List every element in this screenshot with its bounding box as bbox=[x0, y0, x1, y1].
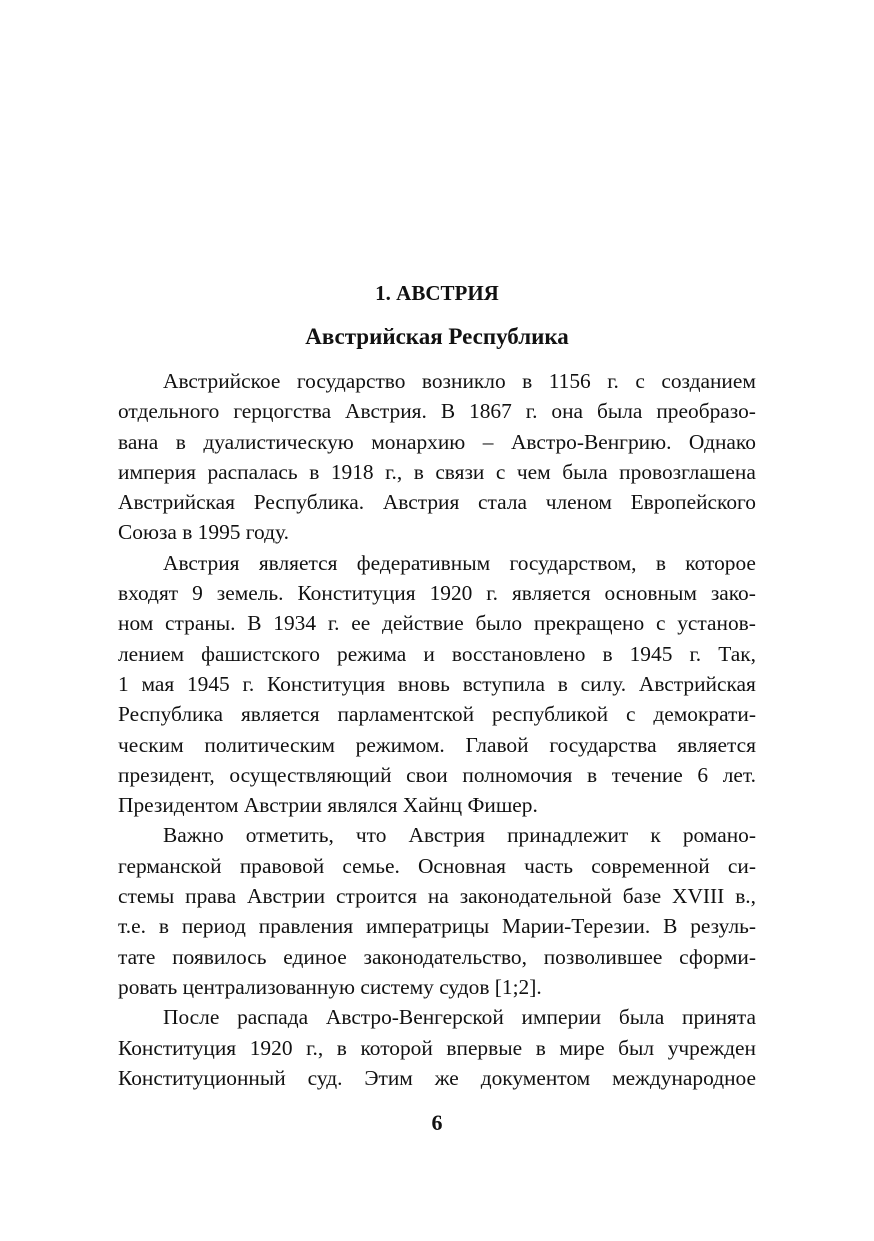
text-line: лением фашистского режима и восстановлено в 1945 г. Так, bbox=[118, 641, 756, 666]
text-line: ческим политическим режимом. Главой государства является bbox=[118, 732, 756, 757]
text-line: Австрийская Республика. Австрия стала членом Европейского bbox=[118, 490, 756, 515]
text-line: Австрия является федеративным государством, в которое bbox=[163, 550, 756, 575]
text-line: Австрийское государство возникло в 1156 г. с созданием bbox=[163, 369, 756, 393]
text-line: Республика является парламентской республикой с демократи- bbox=[118, 702, 756, 727]
body-text bbox=[118, 366, 756, 1093]
text-line: Конституционный суд. Этим же документом международное bbox=[118, 1065, 756, 1090]
text-line: отдельного герцогства Австрия. В 1867 г. она была преобразо- bbox=[118, 399, 756, 424]
text-line: После распада Австро-Венгерской империи была принята bbox=[163, 1005, 756, 1030]
page-number: 6 bbox=[431, 1110, 443, 1135]
chapter-title: 1. АВСТРИЯ bbox=[375, 281, 499, 305]
paragraph bbox=[118, 366, 756, 548]
section-subtitle: Австрийская Республика bbox=[305, 324, 569, 349]
text-line: Важно отметить, что Австрия принадлежит к романо- bbox=[163, 823, 756, 848]
text-line: президент, осуществляющий свои полномочия в течение 6 лет. bbox=[118, 762, 756, 787]
text-line: т.е. в период правления императрицы Марии-Терезии. В резуль- bbox=[118, 914, 756, 939]
text-line: Президентом Австрии являлся Хайнц Фишер. bbox=[118, 793, 538, 818]
text-line: тате появилось единое законодательство, позволившее сформи- bbox=[118, 944, 756, 969]
text-line: вана в дуалистическую монархию – Австро-Венгрию. Однако bbox=[118, 429, 756, 454]
text-line: ровать централизованную систему судов [1;2]. bbox=[118, 974, 542, 999]
paragraph bbox=[118, 548, 756, 821]
text-line: Союза в 1995 году. bbox=[118, 520, 289, 545]
paragraph bbox=[118, 1002, 756, 1093]
paragraph bbox=[118, 820, 756, 1002]
text-line: 1 мая 1945 г. Конституция вновь вступила в силу. Австрийская bbox=[118, 671, 756, 696]
text-line: Конституция 1920 г., в которой впервые в мире был учрежден bbox=[118, 1035, 756, 1060]
text-line: ном страны. В 1934 г. ее действие было прекращено с установ- bbox=[118, 611, 756, 636]
text-line: стемы права Австрии строится на законодательной базе XVIII в., bbox=[118, 884, 756, 909]
text-line: германской правовой семье. Основная часть современной си- bbox=[118, 853, 756, 878]
text-line: империя распалась в 1918 г., в связи с чем была провозглашена bbox=[118, 459, 756, 484]
text-line: входят 9 земель. Конституция 1920 г. является основным зако- bbox=[118, 581, 756, 606]
